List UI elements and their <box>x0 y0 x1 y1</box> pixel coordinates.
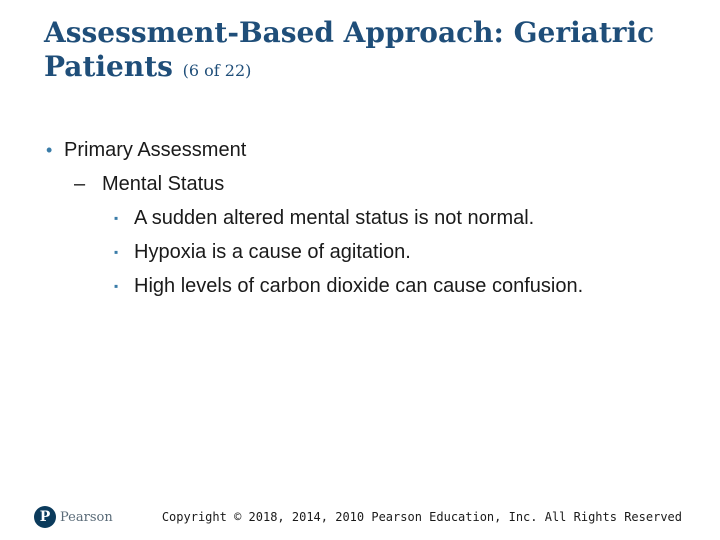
bullet-text: A sudden altered mental status is not normal. <box>134 207 535 229</box>
bullet-text: Hypoxia is a cause of agitation. <box>134 241 411 263</box>
pearson-logo-icon: P <box>34 506 56 528</box>
bullet-square-icon: ▪ <box>114 211 119 225</box>
bullet-square-icon: ▪ <box>114 245 119 259</box>
bullet-level3 <box>114 240 411 264</box>
bullet-level2 <box>74 172 224 196</box>
slide-title <box>44 16 684 88</box>
bullet-level1 <box>46 138 246 162</box>
bullet-level3 <box>114 206 534 230</box>
bullet-text: High levels of carbon dioxide can cause confusion. <box>134 275 584 297</box>
bullet-square-icon: ▪ <box>114 279 119 293</box>
pearson-logo <box>34 505 113 529</box>
bullet-dash-icon: – <box>74 173 86 195</box>
bullet-text: Mental Status <box>102 173 225 195</box>
copyright-notice: Copyright © 2018, 2014, 2010 Pearson Education, Inc. All Rights Reserved <box>161 510 682 524</box>
bullet-dot-icon: • <box>46 140 53 160</box>
slide-title-text: Assessment-Based Approach: Geriatric Patients <box>44 16 655 83</box>
bullet-text: Primary Assessment <box>64 139 247 161</box>
pearson-logo-word: Pearson <box>60 509 113 525</box>
slide-counter: (6 of 22) <box>182 61 252 80</box>
bullet-level3 <box>114 274 583 298</box>
